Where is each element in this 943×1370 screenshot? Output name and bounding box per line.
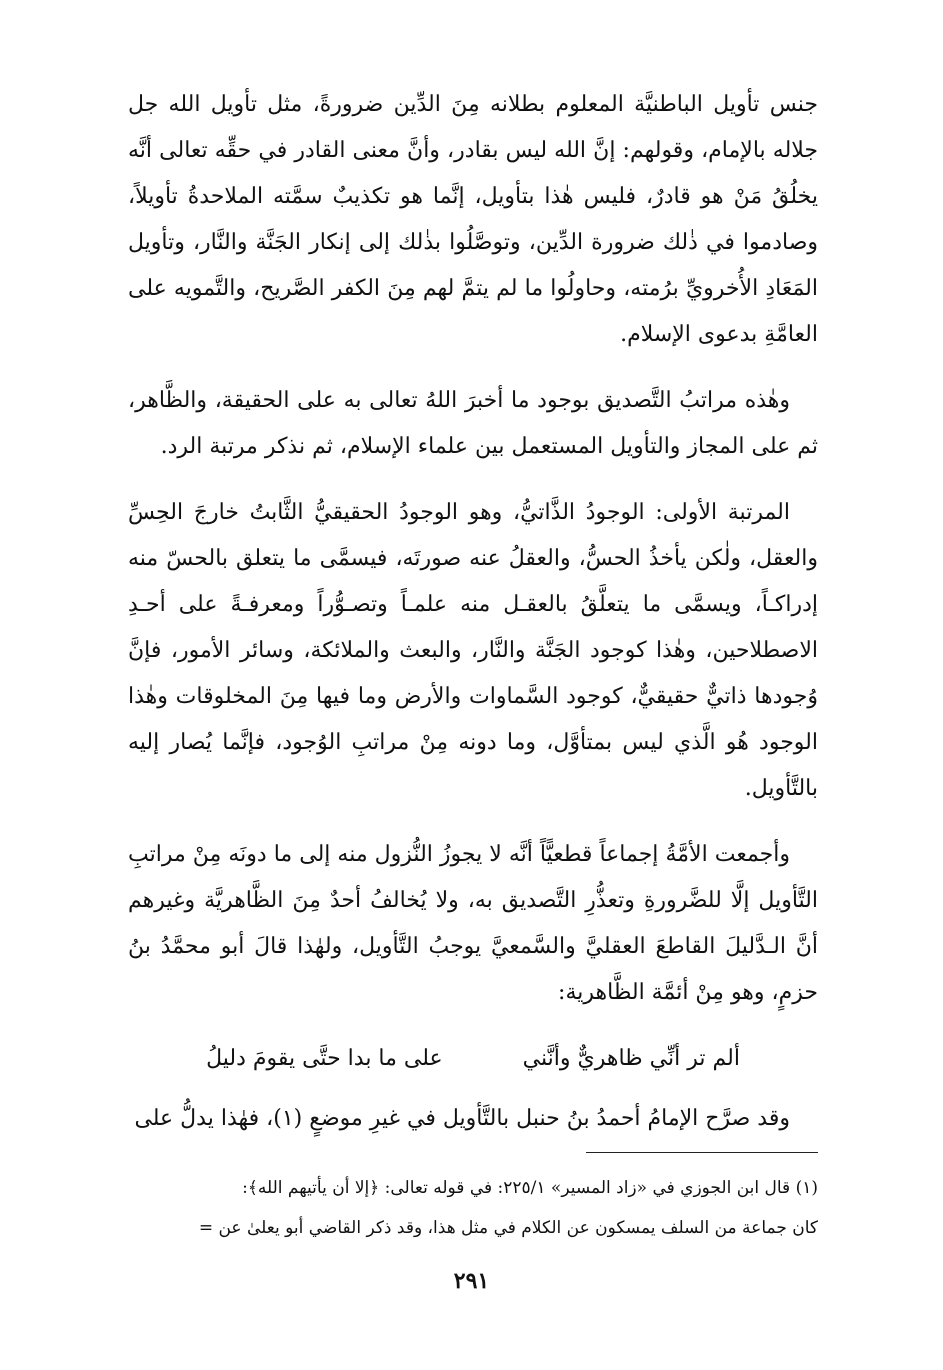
- footnote: [128, 1168, 818, 1248]
- paragraph-1: جنس تأويل الباطنيَّة المعلوم بطلانه مِنَ الدِّين ضرورةً، مثل تأويل الله جل جلاله بالإمام، وقولهم: إنَّ الله ليس بقادر، وأنَّ معنى القادر في حقِّه تعالى أنَّه يخلُقُ مَنْ هو قادرٌ، فليس هٰذا بتأويل، إنَّما هو تكذيبٌ سمَّته الملاحدةُ تأويلاً، وصادموا في ذٰلك ضرورة الدِّين، وتوصَّلُوا بذٰلك إلى إنكار الجَنَّة والنَّار، وتأويل المَعَادِ الأُخرويِّ برُمته، وحاولُوا ما لم يتمَّ لهم مِنَ الكفر الصَّريح، والتَّمويه على العامَّةِ بدعوى الإسلام.: [128, 92, 818, 347]
- verse-second-hemistich: على ما بدا حتَّى يقومَ دليلُ: [206, 1046, 443, 1071]
- poetry-verse: [128, 1036, 818, 1082]
- page-number: ٢٩١: [453, 1268, 490, 1294]
- footnote-divider: [586, 1152, 818, 1153]
- paragraph-4: وأجمعت الأمَّةُ إجماعاً قطعيًّاً أنَّه لا يجوزُ النُّزول منه إلى ما دونَه مِنْ مراتبِ التَّأويل إلَّا للضَّرورةِ وتعذُّرِ التَّصديق به، ولا يُخالفُ أحدٌ مِنَ الظَّاهريَّة وغيرهم أنَّ الـدَّليلَ القاطعَ العقليَّ والسَّمعيَّ يوجبُ التَّأويل، ولهٰذا قالَ أبو محمَّدُ بنُ حزمٍ، وهو مِنْ أئمَّة الظَّاهرية:: [128, 842, 818, 1005]
- closing-line: وقد صرَّح الإمامُ أحمدُ بنُ حنبل بالتَّأويل في غيرِ موضعٍ (١)، فهٰذا يدلُّ على: [134, 1106, 790, 1131]
- paragraph-3: المرتبة الأولى: الوجودُ الذَّاتيُّ، وهو الوجودُ الحقيقيُّ الثَّابتُ خارجَ الحِسِّ والعقل، ولٰكن يأخذُ الحسُّ، والعقلُ عنه صورتَه، فيسمَّى ما يتعلق بالحسّ منه إدراكـاً، ويسمَّى ما يتعلَّقُ بالعقـل منه علمـاً وتصـوُّراً ومعرفـةً على أحـدِ الاصطلاحين، وهٰذا كوجود الجَنَّة والنَّار، والبعث والملائكة، وسائر الأمور، فإنَّ وُجودها ذاتيٌّ حقيقيٌّ، كوجود السَّماوات والأرض وما فيها مِنَ المخلوقات وهٰذا الوجود هُو الَّذي ليس بمتأوَّل، وما دونه مِنْ مراتبِ الوُجود، فإنَّما يُصار إليه بالتَّأويل.: [128, 500, 818, 801]
- verse-first-hemistich: ألم تر أنِّي ظاهريٌّ وأنَّني: [522, 1046, 740, 1071]
- paragraph-2: وهٰذه مراتبُ التَّصديق بوجود ما أخبرَ اللهُ تعالى به على الحقيقة، والظَّاهر، ثم على المجاز والتأويل المستعمل بين علماء الإسلام، ثم نذكر مرتبة الرد.: [128, 388, 818, 459]
- main-text: [128, 82, 818, 1162]
- footnote-line-1: (١) قال ابن الجوزي في «زاد المسير» ٢٢٥/١: في قوله تعالى: ﴿إلا أن يأتيهم الله﴾:: [242, 1178, 818, 1198]
- footnote-line-2: كان جماعة من السلف يمسكون عن الكلام في مثل هذا، وقد ذكر القاضي أبو يعلىٰ عن =: [198, 1218, 818, 1238]
